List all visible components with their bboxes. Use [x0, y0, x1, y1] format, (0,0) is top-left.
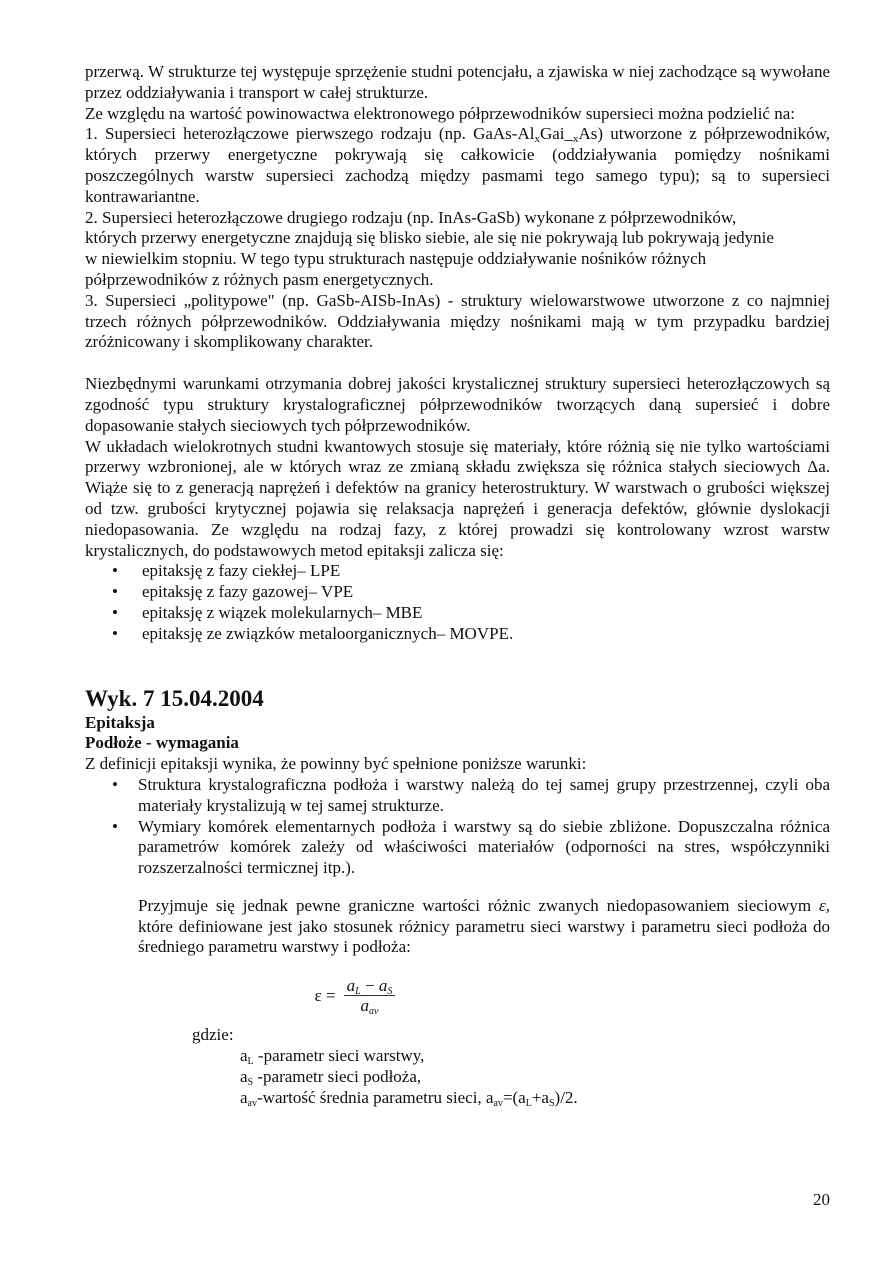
mismatch-formula: ε = $\frac{a_L - a_S}{a_{av}}$ — [255, 975, 455, 1017]
list-item: • epitaksję z fazy ciekłej– LPE — [85, 561, 830, 582]
superlattice-type-1: 1. Supersieci heterozłączowe pierwszego rodzaju (np. GaAs-$Al_xGai\__xAs$) utworzone z półprzewodników, których przerwy energetyczne pokrywają się całkowicie (oddziaływania pomiędzy nośnikami poszczególnych warstw supersieci zachodzą między pasmami tego samego typu); są to supersieci kontrawariantne. — [85, 124, 830, 206]
definition-item: $a_L$ -parametr sieci warstwy, — [240, 1046, 425, 1068]
epsilon-symbol: ε, — [819, 895, 830, 915]
numerator: $a_L - a_S$ — [344, 976, 396, 996]
list-item: • epitaksję z fazy gazowej– VPE — [85, 582, 830, 603]
intro-text: Z definicji epitaksji wynika, że powinny być spełnione poniższe warunki: — [85, 754, 587, 774]
definition-item: $a_{av}$-wartość średnia parametru sieci, $a_{av}=(a_L+a_S)/2$. — [240, 1087, 578, 1109]
paragraph: W układach wielokrotnych studni kwantowych stosuje się materiały, które różnią się nie tylko wartościami przerwy wzbronionej, ale w których wraz ze zmianą składu zwiększa się różnica stałych sieciowych Δa. Wiąże się to z generacją naprężeń i defektów na granicy heterostruktury. W warstwach o grubości większej od tzw. grubości krytycznej pojawia się relaksacja naprężeń i generacja defektów, głównie dyslokacji niedopasowania. Ze względu na rodzaj fazy, z której prowadzi się kontrolowany wzrost warstw krystalicznych, do podstawowych metod epitaksji zalicza się: — [85, 436, 830, 560]
page-number: 20 — [813, 1190, 830, 1209]
document-page — [85, 62, 830, 1108]
denominator: $a_{av}$ — [360, 996, 379, 1018]
paragraph: przerwą. W strukturze tej występuje sprzężenie studni potencjału, a zjawiska w niej zachodzące są wywołane przez oddziaływania i transport w całej strukturze. — [85, 62, 830, 102]
requirements-list — [85, 775, 830, 879]
subsection-title: Podłoże - wymagania — [85, 733, 239, 753]
epitaxy-methods-list — [85, 561, 830, 644]
definition-item: $a_S$ -parametr sieci podłoża, — [240, 1066, 422, 1088]
list-item: • epitaksję z wiązek molekularnych– MBE — [85, 603, 830, 624]
list-item: • epitaksję ze związków metaloorganicznych– MOVPE. — [85, 624, 830, 645]
where-label: gdzie: — [192, 1025, 234, 1045]
fraction — [344, 976, 396, 1016]
list-item: • Struktura krystalograficzna podłoża i warstwy należą do tej samej grupy przestrzennej, czyli oba materiały krystalizują w tej samej strukturze. — [85, 775, 830, 817]
list-item: • Wymiary komórek elementarnych podłoża i warstwy są do siebie zbliżone. Dopuszczalna różnica parametrów komórek zależy od właściwości materiałów (odporności na stres, współczynniki rozszerzalności termicznej itp.). — [85, 817, 830, 879]
paragraph: Niezbędnymi warunkami otrzymania dobrej jakości krystalicznej struktury supersieci heterozłączowych są zgodność typu struktury krystalograficznej półprzewodników tworzących daną supersieć i dobre dopasowanie stałych sieciowych tych półprzewodników. — [85, 374, 830, 435]
superlattice-type-2: 2. Supersieci heterozłączowe drugiego rodzaju (np. InAs-GaSb) wykonane z półprzewodników, których przerwy energetyczne znajdują się blisko siebie, ale się nie pokrywają lub pokrywają jedynie w niewielkim stopniu. W tego typu strukturach następuje oddziaływanie nośników różnych półprzewodników z różnych pasm energetycznych. — [85, 207, 774, 289]
definitions-list — [85, 1046, 830, 1108]
section-title: Epitaksja — [85, 712, 155, 732]
mismatch-paragraph: Przyjmuje się jednak pewne graniczne wartości różnic zwanych niedopasowaniem sieciowym ε, które definiowane jest jako stosunek różnicy parametru sieci warstwy i parametru sieci podłoża do średniego parametru warstwy i podłoża: — [138, 895, 830, 957]
lecture-heading: Wyk. 7 15.04.2004 — [85, 685, 264, 711]
superlattice-type-3: 3. Supersieci „politypowe" (np. GaSb-AISb-InAs) - struktury wielowarstwowe utworzone z co najmniej trzech różnych półprzewodników. Oddziaływania między nośnikami mają w tym przypadku bardziej zróżnicowany i skomplikowany charakter. — [85, 290, 830, 352]
paragraph: Ze względu na wartość powinowactwa elektronowego półprzewodników supersieci można podzielić na: — [85, 103, 795, 123]
